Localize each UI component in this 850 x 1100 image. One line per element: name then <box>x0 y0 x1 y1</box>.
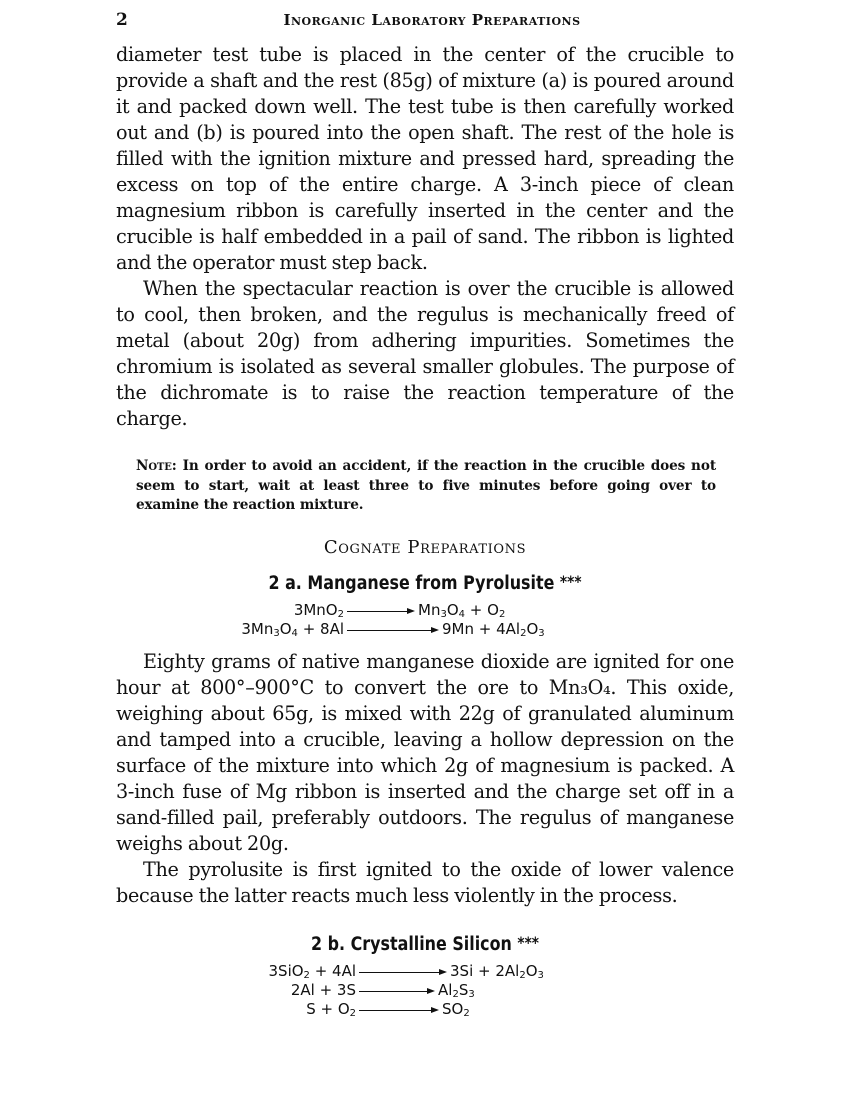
note-label: Note: <box>136 458 177 474</box>
equation-products: $3Si + 2Al_2O_3$ <box>450 961 544 981</box>
prep-title-silicon <box>159 928 690 958</box>
difficulty-stars: *** <box>559 571 582 591</box>
equation-reactants: 3MnO$_2$ <box>293 600 344 620</box>
section-title: Cognate Preparations <box>323 536 527 558</box>
equations-manganese <box>116 601 734 639</box>
equation-products: $Al_2S_3$ <box>438 980 475 1000</box>
safety-note <box>136 457 716 516</box>
reaction-arrow-icon <box>359 962 447 981</box>
chemical-equation <box>116 981 734 1000</box>
prep-name: Manganese from Pyrolusite <box>307 572 555 594</box>
reaction-arrow-icon <box>359 981 435 1000</box>
prep-title-manganese <box>159 567 690 597</box>
equation-products: $SO_2$ <box>442 999 470 1019</box>
chemical-equation <box>116 1000 734 1019</box>
prep-number: 2 a. <box>268 572 302 594</box>
chemical-equation <box>116 601 734 620</box>
chemical-equation <box>116 620 734 639</box>
book-title: Inorganic Laboratory Preparations <box>283 11 581 29</box>
paragraph-manganese-procedure: Eighty grams of native manganese dioxide are ignited for one hour at 800°–900°C to convert the ore to Mn₃O₄. This oxide, weighing about 65g, is mixed with 22g of granulated aluminum and tamped into a crucible, leaving a hollow depression on the surface of the mixture into which 2g of magnesium is packed. A 3-inch fuse of Mg ribbon is inserted and the charge set off in a sand-filled pail, preferably outdoors. The regulus of manganese weighs about 20g. <box>116 649 734 855</box>
paragraph-manganese-explanation: The pyrolusite is first ignited to the oxide of lower valence because the latter reacts much less violently in the process. <box>116 857 734 907</box>
reaction-arrow-icon <box>347 620 439 639</box>
equation-products: $9Mn + 4Al_2O_3$ <box>442 619 545 639</box>
prep-name: Crystalline Silicon <box>350 933 512 955</box>
reaction-arrow-icon <box>347 601 415 620</box>
equation-reactants: $3Mn_3O_4 + 8Al$ <box>241 619 344 639</box>
reaction-arrow-icon <box>359 1000 439 1019</box>
paragraph-continuation: diameter test tube is placed in the center of the crucible to provide a shaft and the rest (85g) of mixture (a) is poured around it and packed down well. The test tube is then carefully worked out and (b) is poured into the open shaft. The rest of the hole is filled with the ignition mixture and pressed hard, spreading the excess on top of the entire charge. A 3-inch piece of clean magnesium ribbon is carefully inserted in the center and the crucible is half embedded in a pail of sand. The ribbon is lighted and the operator must step back. <box>116 43 734 274</box>
running-head <box>116 0 734 36</box>
equation-reactants: $S + O_2$ <box>306 999 356 1019</box>
equation-products: $Mn_3O_4 + O_2$ <box>418 600 506 620</box>
note-text: In order to avoid an accident, if the reaction in the crucible does not seem to start, wait at least three to five minutes before going over to examine the reaction mixture. <box>136 458 716 513</box>
book-page <box>116 0 734 1019</box>
equation-reactants: 3SiO$_2$ + 4Al <box>268 961 356 981</box>
page-number: 2 <box>116 10 128 30</box>
prep-number: 2 b. <box>311 933 346 955</box>
equations-silicon <box>116 962 734 1019</box>
chemical-equation <box>116 962 734 981</box>
paragraph-reaction-over: When the spectacular reaction is over the crucible is allowed to cool, then broken, and the regulus is mechanically freed of metal (about 20g) from adhering impurities. Sometimes the chromium is isolated as several smaller globules. The purpose of the dichromate is to raise the reaction temperature of the charge. <box>116 277 734 430</box>
difficulty-stars: *** <box>517 932 539 952</box>
equation-reactants: 2Al + 3S <box>290 980 356 999</box>
